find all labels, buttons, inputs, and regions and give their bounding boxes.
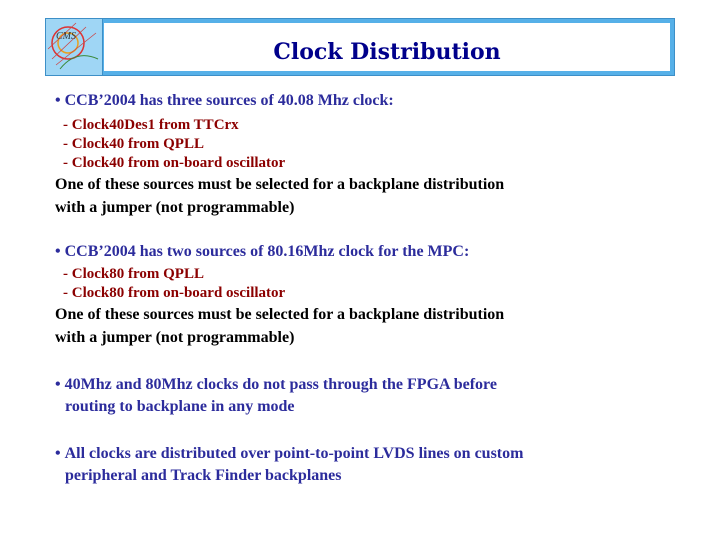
bullet-text: CCB’2004 has two sources of 80.16Mhz clock for the MPC:: [64, 243, 470, 260]
list-item: - Clock40 from QPLL: [63, 136, 204, 152]
title-bar: [45, 18, 675, 76]
bullet-text: 40Mhz and 80Mhz clocks do not pass through the FPGA before: [64, 376, 497, 393]
bullet-three-sources: [55, 90, 695, 112]
logo-text: CMS: [56, 31, 76, 42]
bullet-text: All clocks are distributed over point-to-point LVDS lines on custom: [64, 445, 524, 462]
list-item: - Clock80 from on-board oscillator: [63, 285, 286, 301]
note-line: with a jumper (not programmable): [55, 329, 295, 346]
note-line: One of these sources must be selected for a backplane distribution: [55, 176, 505, 193]
title-panel: [104, 23, 670, 71]
bullet-icon: •: [55, 243, 61, 260]
page-title: Clock Distribution: [273, 39, 501, 65]
list-item: - Clock40 from on-board oscillator: [63, 155, 286, 171]
bullet-fpga: [55, 374, 695, 396]
list-item: - Clock40Des1 from TTCrx: [63, 117, 239, 133]
list-item: - Clock80 from QPLL: [63, 266, 204, 282]
slide-content: [55, 90, 695, 487]
cms-logo-icon: [46, 19, 102, 75]
note-line: One of these sources must be selected for a backplane distribution: [55, 306, 505, 323]
note-line: with a jumper (not programmable): [55, 199, 295, 216]
cms-logo: [46, 19, 103, 75]
bullet-icon: •: [55, 92, 61, 109]
bullet-lvds: [55, 443, 695, 465]
bullet-icon: •: [55, 445, 61, 462]
bullet-continuation: peripheral and Track Finder backplanes: [65, 467, 342, 484]
bullet-two-sources: [55, 241, 695, 263]
bullet-icon: •: [55, 376, 61, 393]
bullet-continuation: routing to backplane in any mode: [65, 398, 295, 415]
bullet-text: CCB’2004 has three sources of 40.08 Mhz clock:: [64, 92, 394, 109]
